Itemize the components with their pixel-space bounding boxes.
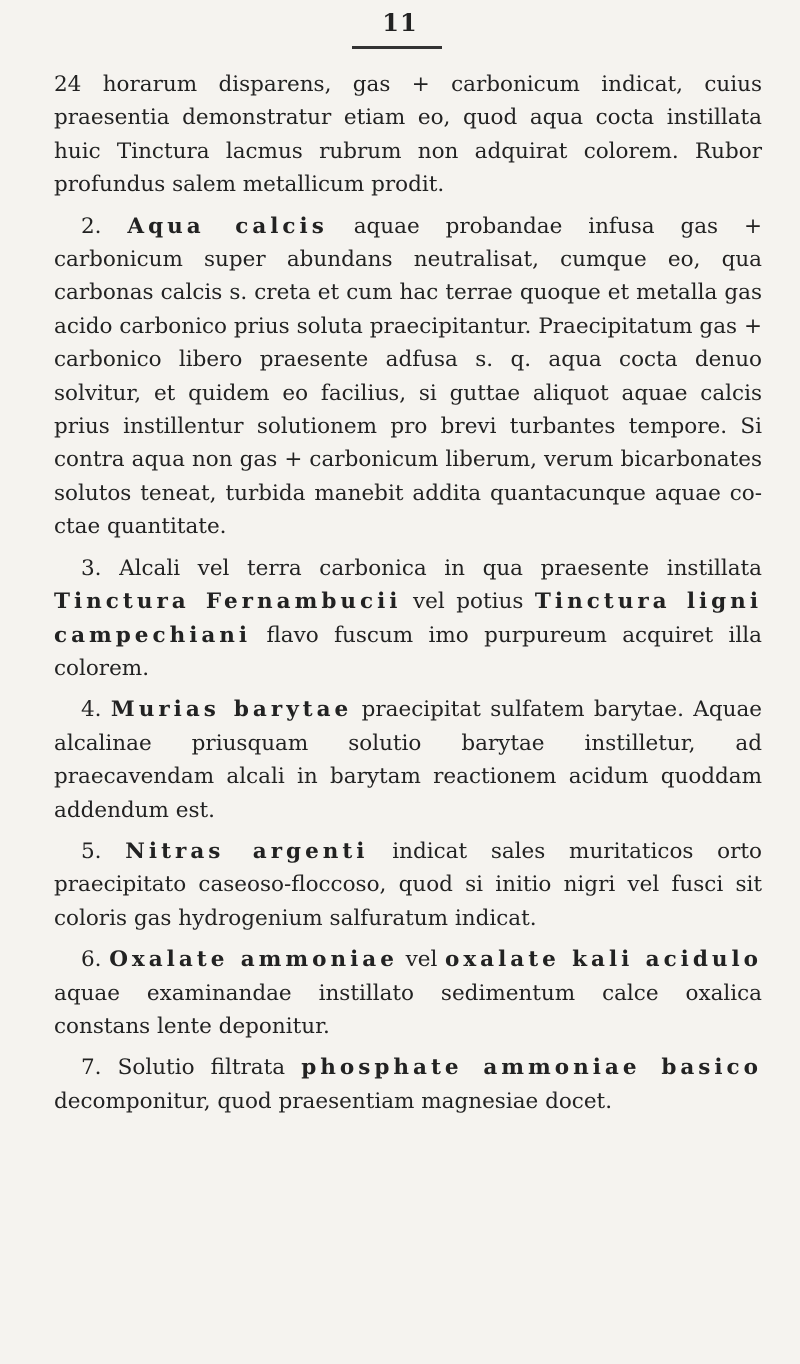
paragraph-lead: Solutio filtrata — [101, 1055, 302, 1081]
paragraph-text: decomponitur, quod praesentiam magnesiae docet. — [54, 1088, 613, 1114]
paragraph-number: 7. — [81, 1055, 102, 1081]
paragraph-text: flavo fuscum imo purpureum acquiret illa colorem. — [54, 622, 762, 681]
page-number: 11 — [382, 8, 418, 37]
paragraph-lead: Alcali vel terra carbonica in qua praesente instillata — [101, 555, 762, 581]
reagent-name: Murias barytae — [110, 697, 353, 723]
paragraph-number: 4. — [81, 697, 102, 723]
paragraph-murias — [54, 693, 762, 827]
paragraph-text: indicat sales muritaticos orto praecipitato caseoso-floccoso, quod si initio nigri vel fusci sit coloris gas hydrogenium salfuratum indicat. — [54, 838, 762, 931]
paragraph-number: 5. — [81, 838, 102, 864]
reagent-name: Aqua calcis — [127, 213, 328, 239]
reagent-name-2: Tinctura ligni campechiani — [54, 589, 762, 648]
paragraph-number: 3. — [81, 555, 102, 581]
reagent-name: Nitras argenti — [125, 838, 369, 864]
paragraph-mid: vel potius — [401, 589, 535, 615]
page-body — [54, 68, 762, 1118]
paragraph-text: praecipitat sulfatem barytae. Aquae alcalinae priusquam solutio barytae instilletur, ad praecavendam alcali in barytam reactionem acidum quoddam addendum est. — [54, 697, 762, 823]
paragraph-aqua-calcis — [54, 210, 762, 544]
paragraph-text: 24 horarum disparens, gas + carbonicum indicat, cuius praesentia demonstratur etiam eo, quod aqua cocta instillata huic Tinctura lacmus rubrum non adquirat colorem. Rubor profundus salem metallicum prodit. — [54, 72, 762, 198]
paragraph-text: aquae probandae infusa gas + carbonicum super abundans neutralisat, cumque eo, qua carbonas calcis s. creta et cum hac terrae quoque et metalla gas acido carbonico prius soluta praecipitantur. Praecipitatum gas + carbonico libero praesente adfusa s. q. aqua cocta denuo solvitur, et quidem eo facilius, si guttae aliquot aquae calcis prius instillentur solutionem pro brevi turbantes tempore. Si contra aqua non gas + carbonicum liberum, verum bicarbonates solutos teneat, turbida manebit addita quantacunque aquae coctae quantitate. — [54, 213, 762, 540]
reagent-name-2: oxalate kali acidulo — [445, 947, 762, 973]
paragraph-number: 2. — [81, 213, 102, 239]
paragraph-mid: vel — [397, 947, 446, 973]
reagent-name: phosphate ammoniae basico — [301, 1055, 762, 1081]
paragraph-continued — [54, 68, 762, 202]
paragraph-oxalate — [54, 943, 762, 1043]
paragraph-alcali — [54, 552, 762, 686]
paragraph-number: 6. — [81, 947, 102, 973]
header-rule — [352, 46, 442, 49]
paragraph-text: aquae examinandae instillato sedimentum calce oxalica constans lente deponitur. — [54, 980, 762, 1039]
reagent-name: Oxalate ammoniae — [109, 947, 398, 973]
paragraph-solutio — [54, 1051, 762, 1118]
reagent-name: Tinctura Fernambucii — [54, 589, 402, 615]
paragraph-nitras — [54, 835, 762, 935]
